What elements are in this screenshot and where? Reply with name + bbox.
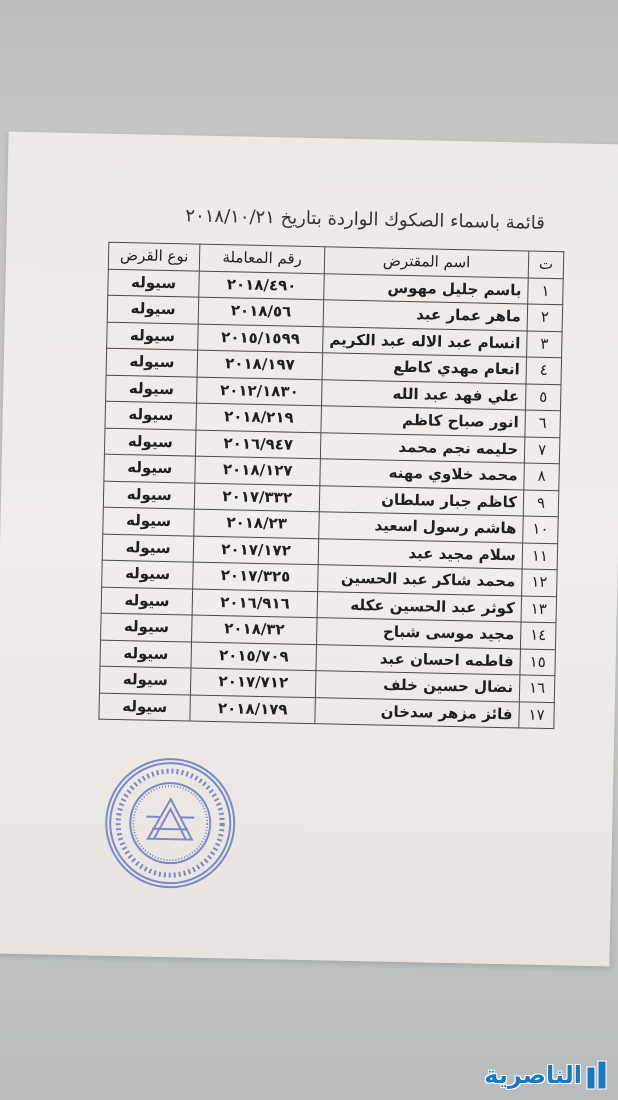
loan-type: سيوله xyxy=(102,534,194,562)
transaction-number: ٢٠١٨/٥٦ xyxy=(198,297,324,326)
loan-type: سيوله xyxy=(101,587,193,615)
borrower-name: سلام مجيد عبد xyxy=(318,538,522,569)
watermark-text: الناصرية xyxy=(484,1061,582,1089)
borrower-name: هاشم رسول اسعيد xyxy=(319,512,523,543)
site-watermark xyxy=(484,1058,610,1092)
row-number: ١٣ xyxy=(521,595,557,622)
document-page xyxy=(0,132,618,967)
row-number: ١ xyxy=(528,278,564,305)
transaction-number: ٢٠١٧/٧١٢ xyxy=(191,668,317,697)
transaction-number: ٢٠١٦/٩١٦ xyxy=(192,589,318,618)
row-number: ١٢ xyxy=(522,569,558,596)
loan-type: سيوله xyxy=(105,428,197,456)
row-number: ١١ xyxy=(522,542,558,569)
logo-mark-icon xyxy=(584,1059,610,1091)
transaction-number: ٢٠١٧/١٧٢ xyxy=(193,536,319,565)
borrower-name: فاطمه احسان عبد xyxy=(316,644,520,675)
loan-type: سيوله xyxy=(106,348,198,376)
loan-type: سيوله xyxy=(103,507,195,535)
transaction-number: ٢٠١٨/٣٢ xyxy=(192,615,318,644)
row-number: ٢ xyxy=(527,304,563,331)
header-name: اسم المقترض xyxy=(324,247,528,278)
transaction-number: ٢٠١٧/٣٢٥ xyxy=(193,562,319,591)
borrower-name: انور صباح كاظم xyxy=(321,406,525,437)
row-number: ١٤ xyxy=(520,622,556,649)
borrower-name: حليمه نجم محمد xyxy=(321,432,525,463)
row-number: ٨ xyxy=(524,463,560,490)
transaction-number: ٢٠١٨/٢١٩ xyxy=(196,403,322,432)
loan-type: سيوله xyxy=(99,693,191,721)
transaction-number: ٢٠١٨/٤٩٠ xyxy=(199,271,325,300)
transaction-number: ٢٠١٥/٧٠٩ xyxy=(191,642,317,671)
row-number: ٥ xyxy=(525,384,561,411)
transaction-number: ٢٠١٨/١٢٧ xyxy=(195,456,321,485)
loan-type: سيوله xyxy=(104,454,196,482)
borrower-name: مجيد موسى شباح xyxy=(317,618,521,649)
loan-type: سيوله xyxy=(103,481,195,509)
borrower-name: انسام عبد الاله عبد الكريم xyxy=(323,326,527,357)
header-type: نوع القرض xyxy=(108,242,200,270)
row-number: ٩ xyxy=(523,489,559,516)
loan-type: سيوله xyxy=(102,560,194,588)
borrower-name: باسم جليل مهوس xyxy=(324,273,528,304)
loans-table xyxy=(98,242,564,729)
row-number: ٣ xyxy=(527,331,563,358)
borrower-name: كوثر عبد الحسين عكله xyxy=(317,591,521,622)
row-number: ١٧ xyxy=(519,701,555,728)
row-number: ١٦ xyxy=(519,675,555,702)
borrower-name: انعام مهدي كاطع xyxy=(322,353,526,384)
borrower-name: علي فهد عبد الله xyxy=(322,379,526,410)
row-number: ٧ xyxy=(524,436,560,463)
loan-type: سيوله xyxy=(105,401,197,429)
loan-type: سيوله xyxy=(108,269,200,297)
row-number: ٤ xyxy=(526,357,562,384)
borrower-name: محمد شاكر عبد الحسين xyxy=(318,565,522,596)
loan-type: سيوله xyxy=(101,613,193,641)
transaction-number: ٢٠١٨/١٧٩ xyxy=(190,695,316,724)
row-number: ١٠ xyxy=(523,516,559,543)
loan-type: سيوله xyxy=(106,375,198,403)
borrower-name: نضال حسين خلف xyxy=(316,671,520,702)
borrower-name: كاظم جبار سلطان xyxy=(319,485,523,516)
header-no: ت xyxy=(528,251,564,278)
document-title: قائمة باسماء الصكوك الواردة بتاريخ ٢٠١٨/١٠/٢١ xyxy=(185,205,546,234)
transaction-number: ٢٠١٦/٩٤٧ xyxy=(196,430,322,459)
transaction-number: ٢٠١٧/٣٣٢ xyxy=(194,483,320,512)
row-number: ٦ xyxy=(525,410,561,437)
loan-type: سيوله xyxy=(100,666,192,694)
borrower-name: ماهر عمار عبد xyxy=(323,300,527,331)
official-seal-icon xyxy=(101,754,240,893)
loan-type: سيوله xyxy=(100,640,192,668)
transaction-number: ٢٠١٥/١٥٩٩ xyxy=(198,324,324,353)
transaction-number: ٢٠١٨/١٩٧ xyxy=(197,350,323,379)
transaction-number: ٢٠١٢/١٨٣٠ xyxy=(197,377,323,406)
loan-type: سيوله xyxy=(107,295,199,323)
borrower-name: فائز مزهر سدخان xyxy=(315,697,519,728)
transaction-number: ٢٠١٨/٢٣ xyxy=(194,509,320,538)
header-ref: رقم المعاملة xyxy=(199,244,325,273)
borrower-name: محمد خلاوي مهنه xyxy=(320,459,524,490)
loan-type: سيوله xyxy=(107,322,199,350)
table-body xyxy=(99,269,563,729)
row-number: ١٥ xyxy=(520,648,556,675)
